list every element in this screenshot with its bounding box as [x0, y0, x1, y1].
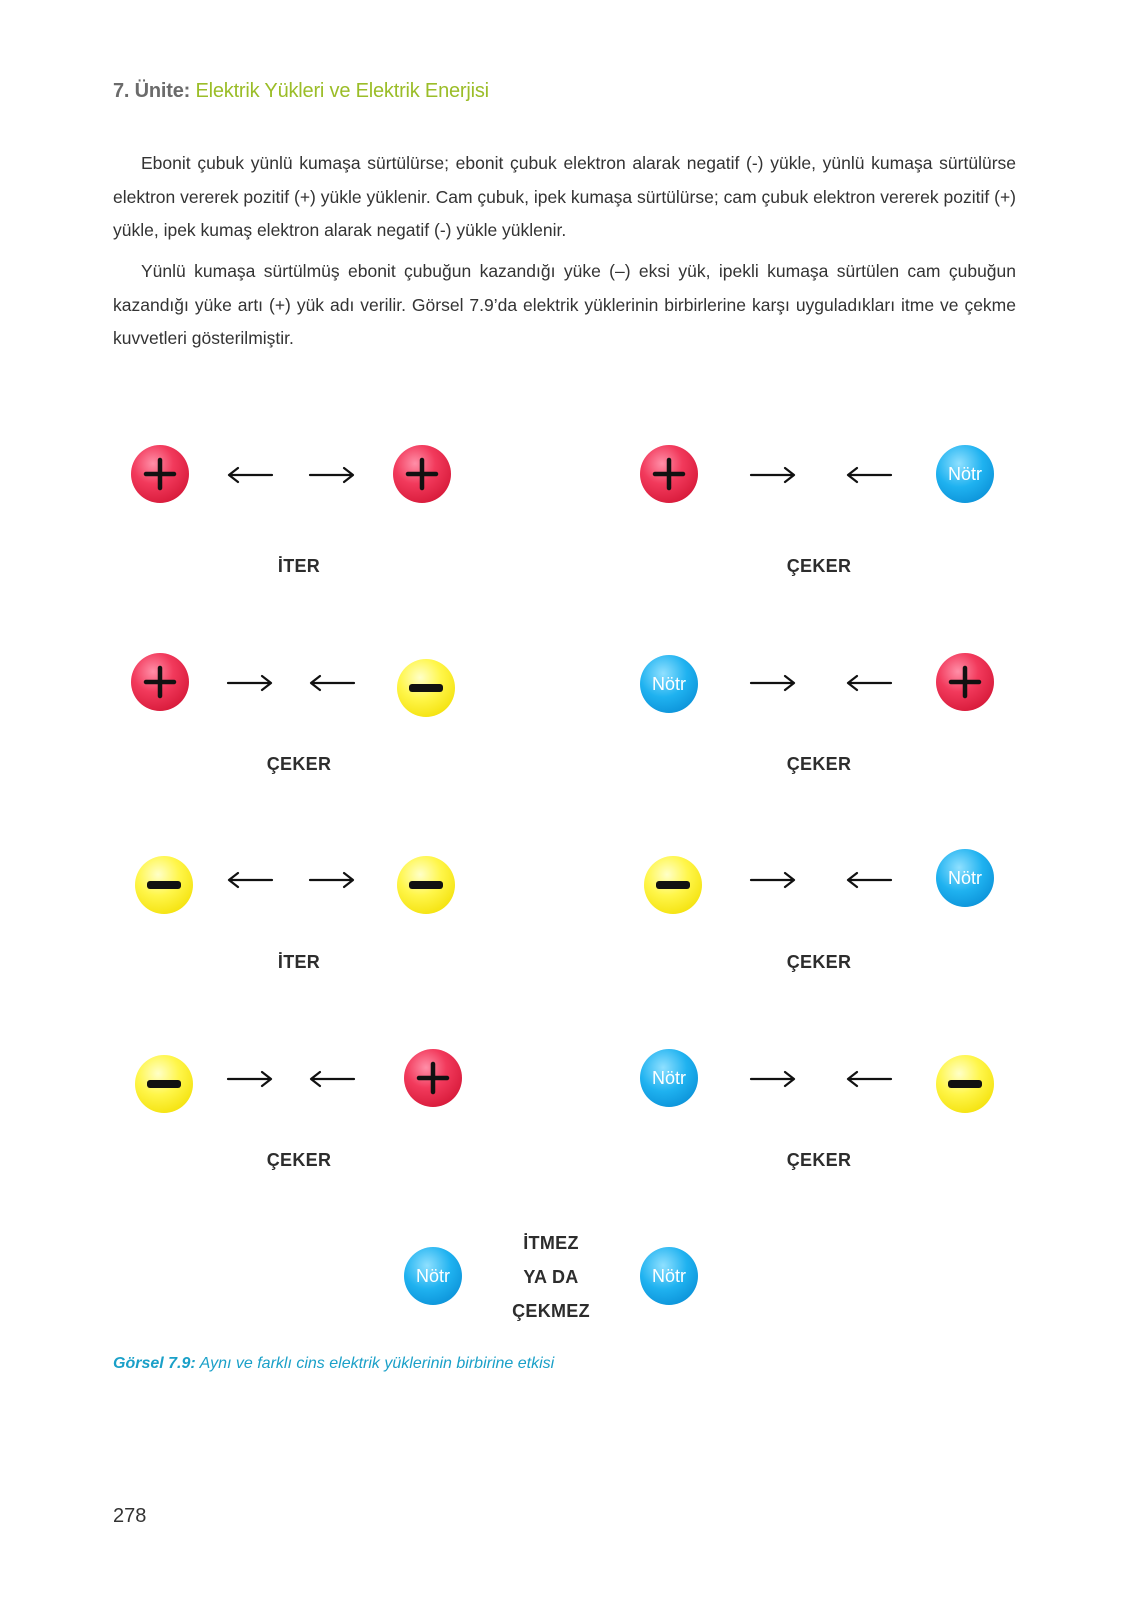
arrow-left-icon	[845, 673, 893, 693]
unit-header	[113, 80, 489, 103]
positive-charge-ball	[640, 445, 698, 503]
interaction-label: ÇEKER	[266, 754, 332, 774]
arrow-left-icon	[308, 1069, 356, 1089]
neutral-label: Nötr	[651, 1067, 686, 1088]
neutral-charge-ball	[936, 445, 994, 503]
arrow-right-icon	[308, 870, 356, 890]
caption-text: Aynı ve farklı cins elektrik yüklerinin birbirine etkisi	[199, 1355, 555, 1372]
neutral-label: Nötr	[947, 867, 982, 888]
arrow-right-icon	[749, 870, 797, 890]
negative-charge-ball	[936, 1055, 994, 1113]
unit-number: 7. Ünite:	[113, 80, 191, 102]
minus-icon	[655, 879, 691, 891]
neutral-label: Nötr	[947, 463, 982, 484]
positive-charge-ball	[393, 445, 451, 503]
neutral-charge-ball	[640, 655, 698, 713]
arrow-left-icon	[845, 1069, 893, 1089]
arrow-left-icon	[845, 870, 893, 890]
interaction-label: İTER	[277, 556, 321, 576]
neutral-label: Nötr	[651, 673, 686, 694]
minus-icon	[146, 879, 182, 891]
center-label-line: YA DA	[523, 1267, 579, 1287]
plus-icon	[652, 457, 686, 491]
interaction-label: ÇEKER	[786, 952, 852, 972]
interaction-label: ÇEKER	[786, 754, 852, 774]
positive-charge-ball	[131, 653, 189, 711]
unit-title: Elektrik Yükleri ve Elektrik Enerjisi	[195, 80, 489, 102]
arrow-right-icon	[308, 465, 356, 485]
positive-charge-ball	[131, 445, 189, 503]
plus-icon	[143, 457, 177, 491]
arrow-left-icon	[226, 465, 274, 485]
neutral-label: Nötr	[415, 1265, 450, 1286]
page-number: 278	[113, 1505, 147, 1527]
neutral-charge-ball	[936, 849, 994, 907]
plus-icon	[948, 665, 982, 699]
negative-charge-ball	[135, 856, 193, 914]
neutral-charge-ball	[404, 1247, 462, 1305]
interaction-label: ÇEKER	[786, 1150, 852, 1170]
caption-prefix: Görsel 7.9:	[113, 1355, 196, 1372]
negative-charge-ball	[644, 856, 702, 914]
arrow-right-icon	[226, 1069, 274, 1089]
positive-charge-ball	[936, 653, 994, 711]
neutral-charge-ball	[640, 1049, 698, 1107]
arrow-left-icon	[226, 870, 274, 890]
negative-charge-ball	[397, 856, 455, 914]
figure-caption	[113, 1355, 554, 1373]
plus-icon	[405, 457, 439, 491]
negative-charge-ball	[397, 659, 455, 717]
arrow-left-icon	[308, 673, 356, 693]
arrow-right-icon	[749, 465, 797, 485]
paragraph-2: Yünlü kumaşa sürtülmüş ebonit çubuğun kazandığı yüke (–) eksi yük, ipekli kumaşa sürtülen cam çubuğun kazandığı yüke artı (+) yük adı verilir. Görsel 7.9’da elektrik yüklerinin birbirlerine karşı uyguladıkları itme ve çekme kuvvetleri gösterilmiştir.	[113, 261, 1016, 348]
neutral-label: Nötr	[651, 1265, 686, 1286]
interaction-label: ÇEKER	[266, 1150, 332, 1170]
center-label-line: ÇEKMEZ	[512, 1301, 590, 1321]
neutral-charge-ball	[640, 1247, 698, 1305]
plus-icon	[143, 665, 177, 699]
no-interaction-label	[512, 1226, 590, 1328]
negative-charge-ball	[135, 1055, 193, 1113]
arrow-right-icon	[226, 673, 274, 693]
minus-icon	[146, 1078, 182, 1090]
interaction-label: İTER	[277, 952, 321, 972]
arrow-left-icon	[845, 465, 893, 485]
minus-icon	[408, 879, 444, 891]
minus-icon	[408, 682, 444, 694]
center-label-line: İTMEZ	[523, 1233, 579, 1253]
plus-icon	[416, 1061, 450, 1095]
minus-icon	[947, 1078, 983, 1090]
paragraph-1: Ebonit çubuk yünlü kumaşa sürtülürse; ebonit çubuk elektron alarak negatif (-) yükle, yünlü kumaşa sürtülürse elektron vererek pozitif (+) yükle yüklenir. Cam çubuk, ipek kumaşa sürtülürse; cam çubuk elektron vererek pozitif (+) yükle, ipek kumaş elektron alarak negatif (-) yükle yüklenir.	[113, 153, 1016, 240]
interaction-label: ÇEKER	[786, 556, 852, 576]
positive-charge-ball	[404, 1049, 462, 1107]
arrow-right-icon	[749, 1069, 797, 1089]
arrow-right-icon	[749, 673, 797, 693]
